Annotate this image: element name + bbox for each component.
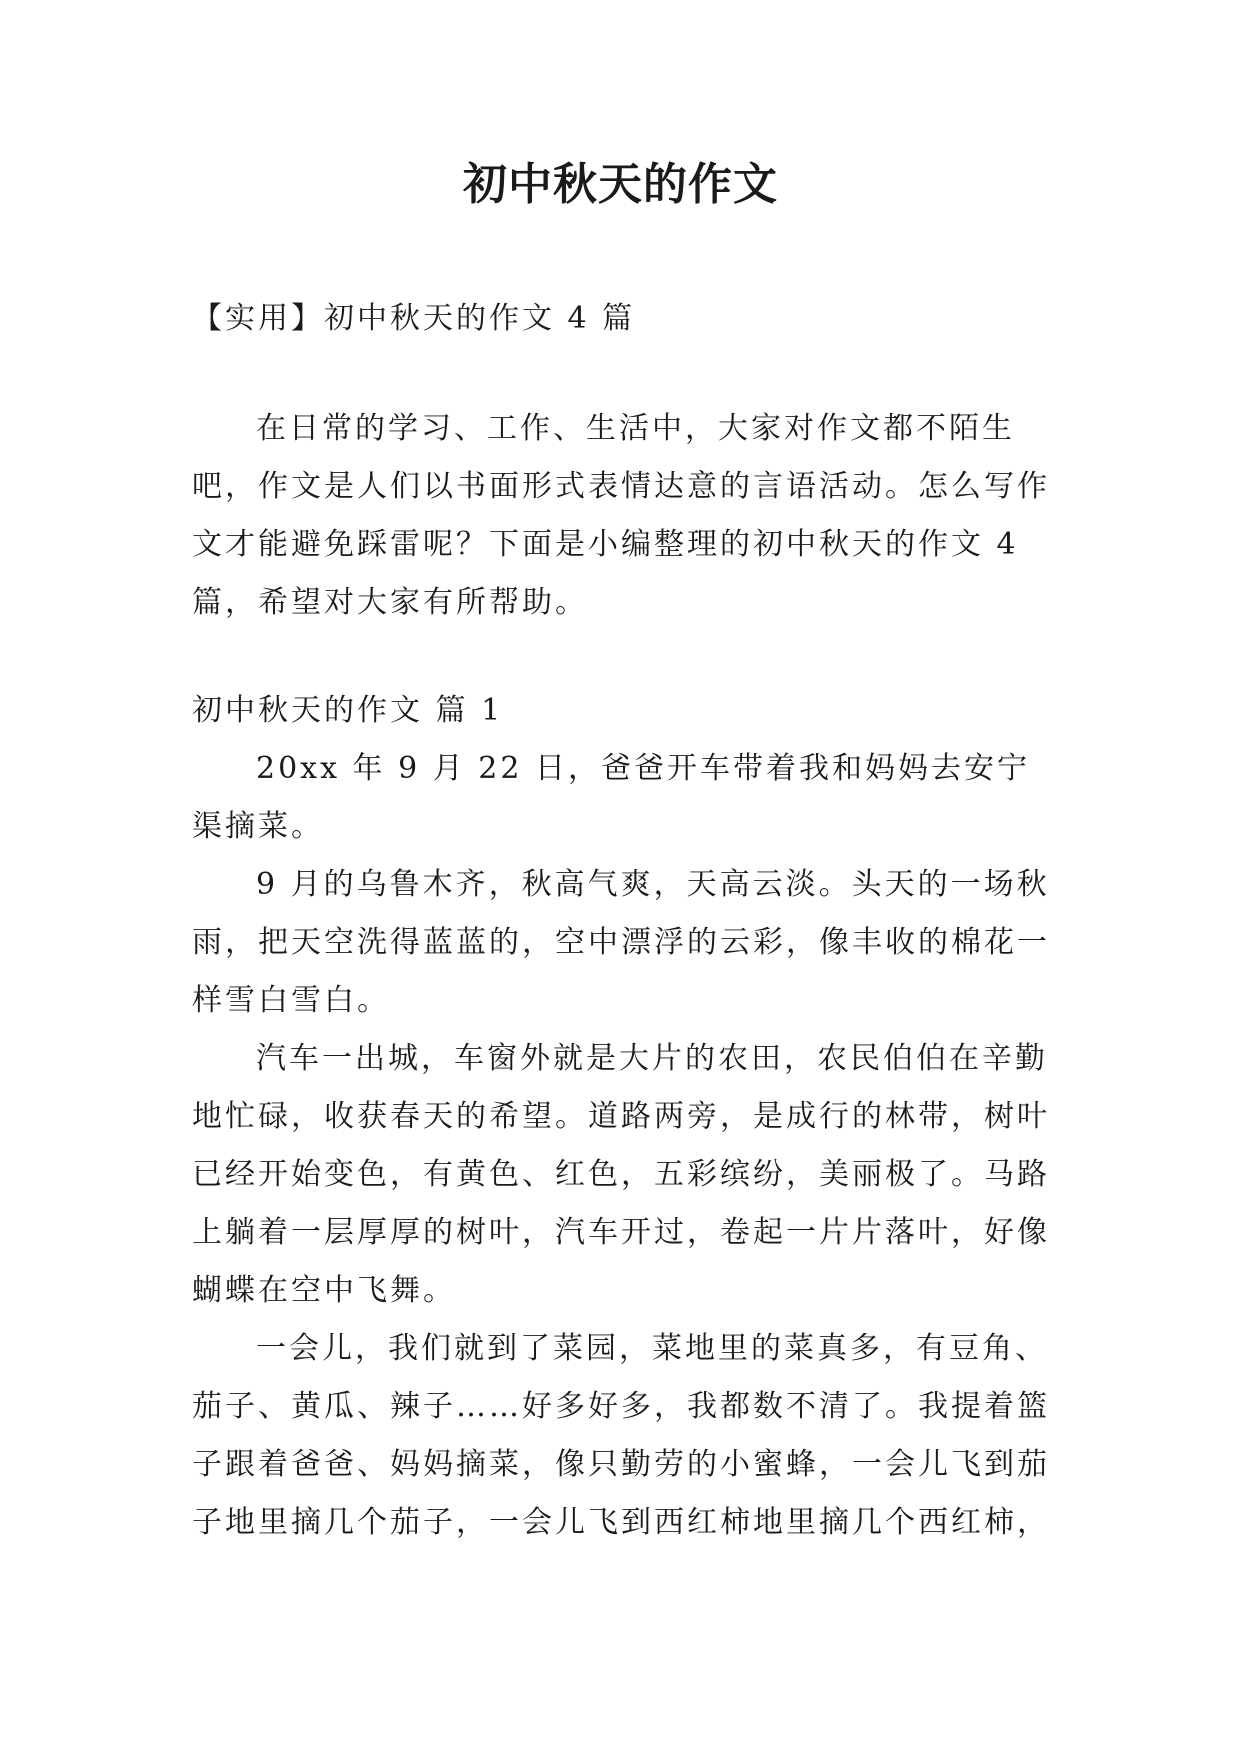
spacer (192, 632, 1054, 682)
intro-paragraph: 在日常的学习、工作、生活中，大家对作文都不陌生吧，作文是人们以书面形式表情达意的言语活动。怎么写作文才能避免踩雷呢？下面是小编整理的初中秋天的作文 4 篇，希望对大家有所帮助。 (192, 411, 1050, 620)
body-paragraph: 20xx 年 9 月 22 日，爸爸开车带着我和妈妈去安宁渠摘菜。 (192, 751, 1030, 844)
document-title: 初中秋天的作文 (463, 159, 778, 210)
body-paragraph: 一会儿，我们就到了菜园，菜地里的菜真多，有豆角、茄子、黄瓜、辣子……好多好多，我都数不清了。我提着篮子跟着爸爸、妈妈摘菜，像只勤劳的小蜜蜂，一会儿飞到茄子地里摘几个茄子，一会儿飞到西红柿地里摘几个西红柿， (192, 1331, 1050, 1540)
body-paragraph: 汽车一出城，车窗外就是大片的农田，农民伯伯在辛勤地忙碌，收获春天的希望。道路两旁，是成行的林带，树叶已经开始变色，有黄色、红色，五彩缤纷，美丽极了。马路上躺着一层厚厚的树叶，汽车开过，卷起一片片落叶，好像蝴蝶在空中飞舞。 (192, 1041, 1050, 1308)
body-paragraph: 9 月的乌鲁木齐，秋高气爽，天高云淡。头天的一场秋雨，把天空洗得蓝蓝的，空中漂浮的云彩，像丰收的棉花一样雪白雪白。 (192, 867, 1050, 1018)
spacer (192, 348, 1054, 400)
document-subtitle: 【实用】初中秋天的作文 4 篇 (192, 301, 636, 336)
section-heading: 初中秋天的作文 篇 1 (192, 693, 504, 728)
document-body (192, 290, 1054, 1552)
